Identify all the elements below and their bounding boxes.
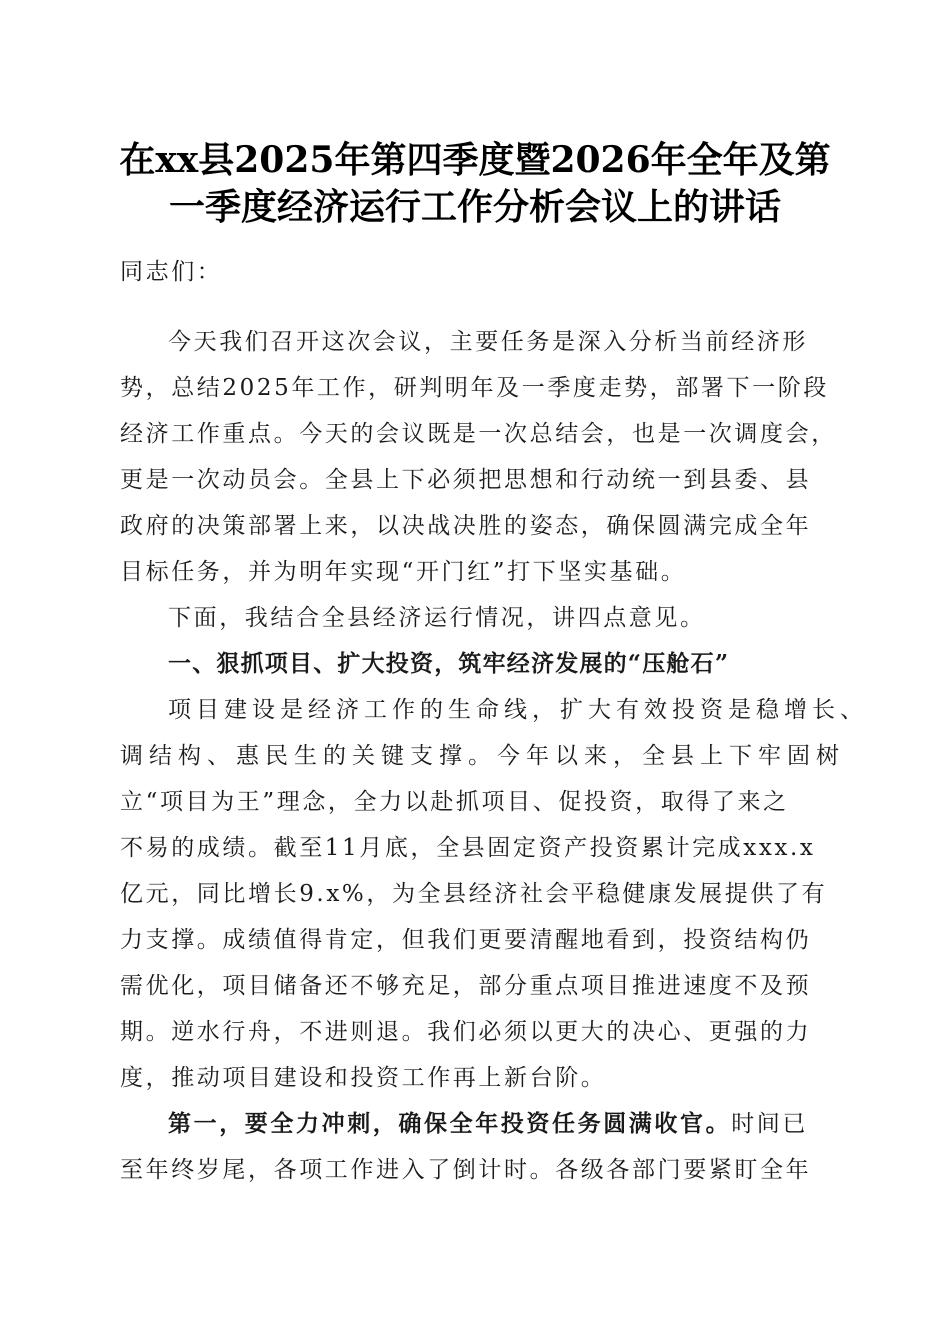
paragraph-line: 需优化，项目储备还不够充足，部分重点项目推进速度不及预 xyxy=(120,973,812,999)
paragraph-lead-text: 第一，要全力冲刺，确保全年投资任务圆满收官。 xyxy=(168,1110,732,1137)
paragraph-line: 不易的成绩。截至11月底，全县固定资产投资累计完成xxx.x xyxy=(120,835,816,861)
paragraph-line: 今天我们召开这次会议，主要任务是深入分析当前经济形 xyxy=(168,329,808,355)
paragraph-line: 项目建设是经济工作的生命线，扩大有效投资是稳增长、 xyxy=(168,697,868,723)
paragraph-line: 下面，我结合全县经济运行情况，讲四点意见。 xyxy=(168,605,706,631)
paragraph-line: 力支撑。成绩值得肯定，但我们更要清醒地看到，投资结构仍 xyxy=(120,927,812,953)
paragraph-line: 调结构、惠民生的关键支撑。今年以来，全县上下牢固树 xyxy=(120,743,845,769)
paragraph-line: 更是一次动员会。全县上下必须把思想和行动统一到县委、县 xyxy=(120,467,812,493)
document-title-line-2: 一季度经济运行工作分析会议上的讲话 xyxy=(168,186,781,228)
paragraph-line: 期。逆水行舟，不进则退。我们必须以更大的决心、更强的力 xyxy=(120,1019,812,1045)
paragraph-line: 势，总结2025年工作，研判明年及一季度走势，部署下一阶段 xyxy=(120,375,829,401)
paragraph-line: 至年终岁尾，各项工作进入了倒计时。各级各部门要紧盯全年 xyxy=(120,1157,812,1183)
paragraph-line: 政府的决策部署上来，以决战决胜的姿态，确保圆满完成全年 xyxy=(120,513,812,539)
paragraph-line xyxy=(168,1109,808,1139)
salutation: 同志们： xyxy=(120,259,223,285)
paragraph-line: 亿元，同比增长9.x%，为全县经济社会平稳健康发展提供了有 xyxy=(120,881,828,907)
paragraph-line: 经济工作重点。今天的会议既是一次总结会，也是一次调度会， xyxy=(120,421,837,447)
section-heading: 一、狠抓项目、扩大投资，筑牢经济发展的“压舱石” xyxy=(168,650,730,677)
paragraph-line: 目标任务，并为明年实现“开门红”打下坚实基础。 xyxy=(120,559,687,585)
paragraph-line: 立“项目为王”理念，全力以赴抓项目、促投资，取得了来之 xyxy=(120,789,789,815)
paragraph-line: 度，推动项目建设和投资工作再上新台阶。 xyxy=(120,1065,607,1091)
document-title-line-1: 在xx县2025年第四季度暨2026年全年及第 xyxy=(119,139,831,181)
paragraph-text: 时间已 xyxy=(731,1111,809,1137)
